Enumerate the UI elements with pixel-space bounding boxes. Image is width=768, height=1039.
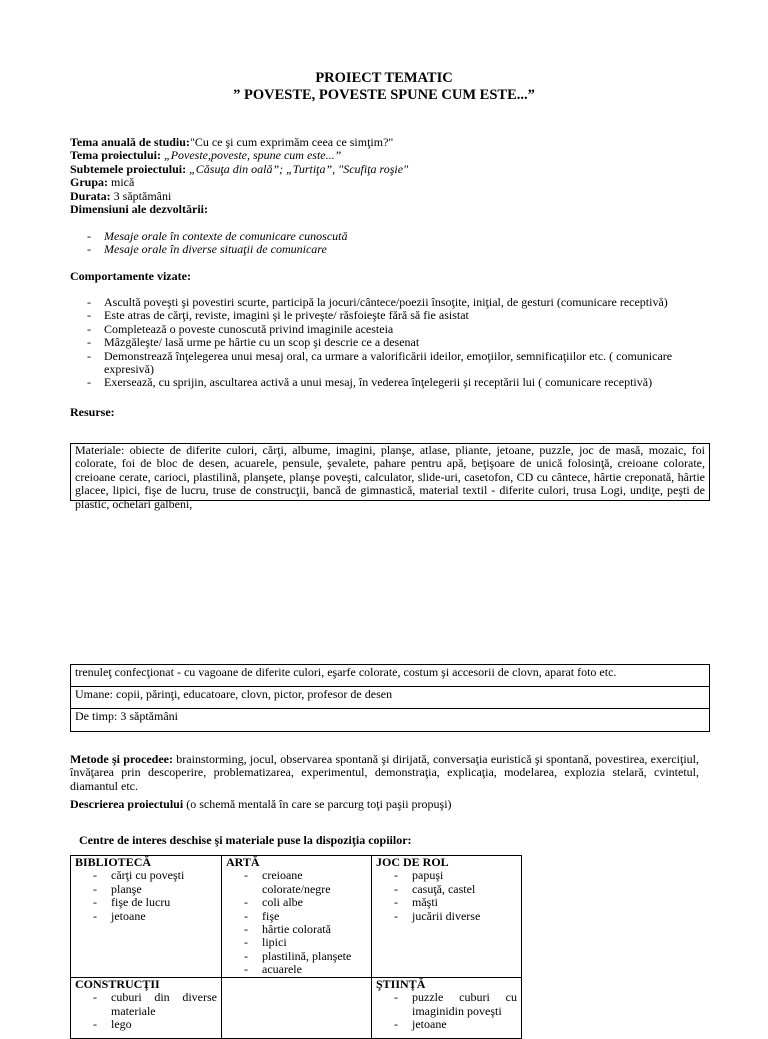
resurse-label: Resurse: [70,405,115,419]
tema-anuala: Tema anuală de studiu:"Cu ce şi cum exprimăm ceea ce simţim?" [70,135,394,149]
list-item: - Este atras de cărţi, reviste, imagini şi le priveşte/ răsfoieşte fără să fie asistat [70,309,710,322]
resurse-materiale-cont-box [70,664,710,687]
list-item: - hârtie colorată [226,923,367,936]
dimensiuni-label: Dimensiuni ale dezvoltării: [70,202,208,217]
centru-constructii: CONSTRUCŢII - cuburi din diverse materiale - lego [71,978,222,1039]
comportamente-list [70,296,710,390]
list-item: - Exersează, cu sprijin, ascultarea activă a unui mesaj, în vederea înţelegerii şi receptării lui ( comunicare receptivă) [70,376,710,389]
list-item: - fişe de lucru [75,896,217,909]
list-item: - jetoane [376,1018,517,1031]
page-title: PROIECT TEMATIC [315,70,453,86]
list-item: - măşti [376,896,517,909]
project-info [70,136,710,216]
list-item: - Mesaje orale în contexte de comunicare cunoscută [70,230,710,243]
resurse-umane-box [70,686,710,709]
tema-proiectului: Tema proiectului: „Poveste,poveste, spune cum este...” [70,148,342,163]
list-item: - coli albe [226,896,367,909]
list-item: - jetoane [75,910,217,923]
list-item: - fişe [226,910,367,923]
list-item: - jucării diverse [376,910,517,923]
centru-biblioteca: BIBLIOTECĂ - cărţi cu poveşti - planşe - fişe de lucru - jetoane [71,856,222,978]
centru-gol [222,978,372,1039]
list-item: - creioane colorate/negre [226,869,367,896]
resurse-umane: Umane: copii, părinţi, educatoare, clovn, pictor, profesor de desen [75,687,393,701]
resurse-materiale: Materiale: obiecte de diferite culori, cărţi, albume, imagini, planşe, atlase, pliante, jetoane, puzzle, joc de masă, mozaic, foi colorate, foi de bloc de desen, acuarele, pensule, şevalete, pahare pentru apă, beţişoare de unică folosinţă, creioane colorate, creioane cerate, carioci, plastilină, planşete, planşe poveşti, calculator, slide-uri, casetofon, CD cu cântece, hârtie creponată, hârtie glacee, lipici, fişe de lucru, truse de construcţii, bancă de gimnastică, material textil - diferite culori, trusa Logi, undiţe, peşti de plastic, ochelari galbeni, [75,443,705,511]
resurse-timp: De timp: 3 săptămâni [75,709,178,723]
resurse-materiale-box [70,443,710,511]
list-item: - puzzle cuburi cu imaginidin poveşti [376,991,517,1018]
centre-heading: Centre de interes deschise şi materiale puse la dispoziţia copiilor: [79,833,412,847]
list-item: - casuţă, castel [376,883,517,896]
table-row [71,856,522,978]
metode: Metode şi procedee: brainstorming, jocul, observarea spontană şi dirijată, conversaţia euristică şi spontană, povestirea, exerciţiul, învăţarea prin descoperire, problematizarea, experimentul, demonstraţia, explicaţia, modelarea, explozia stelară, cvintetul, diamantul etc. [70,752,699,793]
list-item: - acuarele [226,963,367,976]
list-item: - lipici [226,936,367,949]
page-subtitle: ” POVESTE, POVESTE SPUNE CUM ESTE...” [233,87,535,103]
list-item: - Mâzgăleşte/ lasă urme pe hârtie cu un scop şi descrie ce a desenat [70,336,710,349]
list-item: - Demonstrează înţelegerea unui mesaj oral, ca urmare a valorificării ideilor, emoţiilor, semnificaţiilor etc. ( comunicare expresivă) [70,350,710,377]
resurse-timp-box [70,708,710,732]
resurse-materiale-cont: trenuleţ confecţionat - cu vagoane de diferite culori, eşarfe colorate, costum şi accesorii de clovn, aparat foto etc. [75,665,617,679]
centre-table [70,855,522,1039]
list-item: - cărţi cu poveşti [75,869,217,882]
comportamente-label: Comportamente vizate: [70,269,191,283]
dimensiuni-list [70,230,710,257]
list-item: - Completează o poveste cunoscută privind imaginile acesteia [70,323,710,336]
centru-arta: ARTĂ - creioane colorate/negre - coli albe - fişe - hârtie colorată - lipici - plastilină, planşete - acuarele [222,856,372,978]
table-row [71,978,522,1039]
grupa: Grupa: mică [70,175,135,190]
list-item: - Ascultă poveşti şi povestiri scurte, participă la jocuri/cântece/poezii însoţite, iniţial, de gesturi (comunicare receptivă) [70,296,710,309]
list-item: - papuşi [376,869,517,882]
list-item: - Mesaje orale în diverse situaţii de comunicare [70,243,710,256]
centru-joc-de-rol: JOC DE ROL - papuşi - casuţă, castel - măşti - jucării diverse [372,856,522,978]
centru-stiinta: ŞTIINŢĂ - puzzle cuburi cu imaginidin poveşti - jetoane [372,978,522,1039]
list-item: - lego [75,1018,217,1031]
durata: Durata: 3 săptămâni [70,188,172,203]
list-item: - plastilină, planşete [226,950,367,963]
list-item: - planşe [75,883,217,896]
descriere: Descrierea proiectului (o schemă mentală în care se parcurg toţi paşii propuşi) [70,797,452,811]
list-item: - cuburi din diverse materiale [75,991,217,1018]
subtemele-proiectului: Subtemele proiectului: „Căsuţa din oală”; „Turtiţa”, "Scufiţa roşie" [70,161,409,176]
